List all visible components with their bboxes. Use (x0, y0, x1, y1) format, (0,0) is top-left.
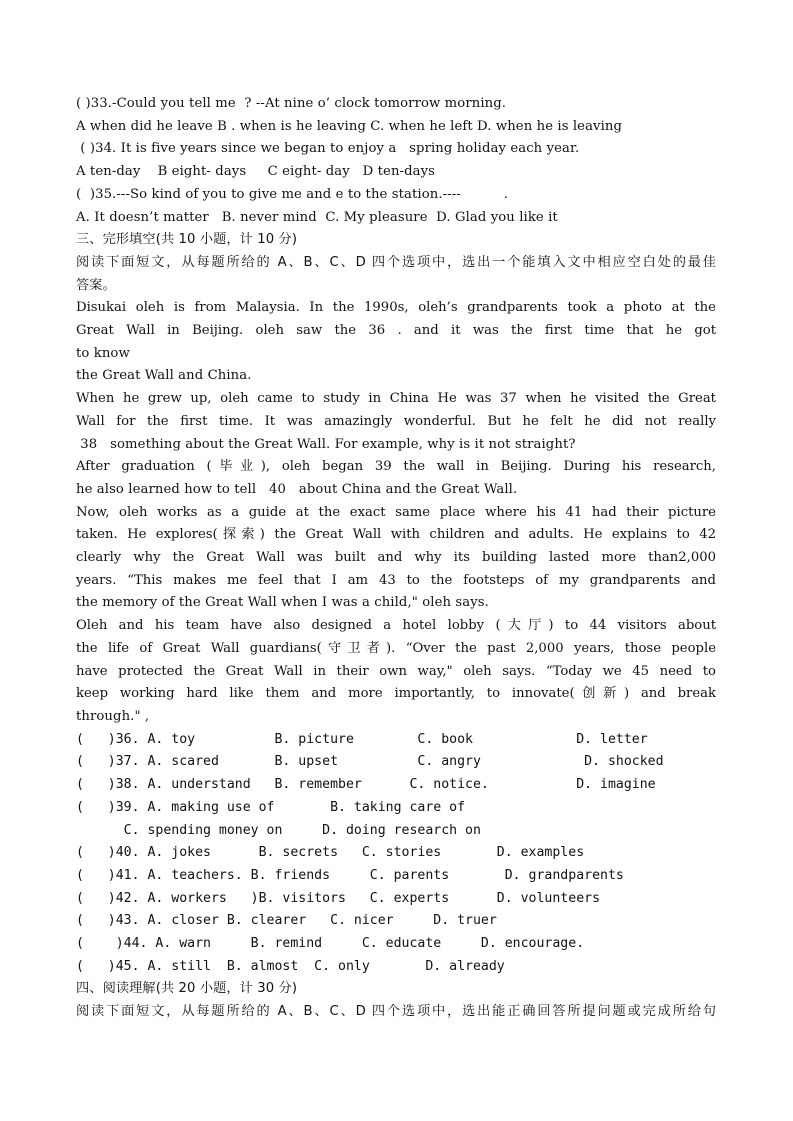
section-4-instruction: 阅读下面短文，从每题所给的 A、B、C、D 四个选项中，选出能正确回答所提问题或完成所给句 (76, 1004, 716, 1020)
passage-line: the Great Wall and China. (76, 368, 252, 384)
option-line: C. spending money on D. doing research on (76, 822, 481, 838)
option-line: ( )40. A. jokes B. secrets C. stories D. examples (76, 845, 585, 861)
option-line: ( )39. A. making use of B. taking care of (76, 799, 466, 815)
passage-line: Great Wall in Beijing. oleh saw the 36 . and it was the first time that he got (76, 323, 716, 339)
passage-line: have protected the Great Wall in their own way," oleh says. “Today we 45 need to (76, 663, 716, 679)
option-line: ( )45. A. still B. almost C. only D. already (76, 958, 505, 974)
option-line: ( )36. A. toy B. picture C. book D. letter (76, 731, 648, 747)
section-3-instruction-cont: 答案。 (76, 277, 116, 293)
option-line: ( )37. A. scared B. upset C. angry D. shocked (76, 754, 664, 770)
question-line: ( )35.---So kind of you to give me and e to the station.---- . (76, 186, 509, 202)
multiple-choice-section (76, 93, 716, 229)
passage-line: When he grew up, oleh came to study in China He was 37 when he visited the Great (76, 391, 716, 407)
question-line: ( )33.-Could you tell me ? --At nine o’ clock tomorrow morning. (76, 96, 507, 111)
option-line: ( )43. A. closer B. clearer C. nicer D. truer (76, 913, 497, 929)
passage-line: keep working hard like them and more importantly, to innovate(创新) and break (76, 686, 716, 702)
passage-line: 38 something about the Great Wall. For example, why is it not straight? (76, 436, 576, 452)
passage-line: he also learned how to tell 40 about China and the Great Wall. (76, 481, 518, 497)
passage-line: After graduation (毕业), oleh began 39 the wall in Beijing. During his research, (76, 459, 716, 475)
passage-line: to know (76, 345, 130, 361)
passage-line: the life of Great Wall guardians(守卫者). “Over the past 2,000 years, those people (76, 640, 716, 656)
passage-line: Now, oleh works as a guide at the exact same place where his 41 had their picture (76, 504, 716, 520)
exam-page (76, 93, 716, 1024)
question-line: ( )34. It is five years since we began to enjoy a spring holiday each year. (76, 141, 580, 157)
passage-line: Oleh and his team have also designed a hotel lobby (大厅) to 44 visitors about (76, 618, 716, 634)
cloze-passage (76, 297, 716, 728)
question-line: A. It doesn’t matter B. never mind C. My pleasure D. Glad you like it (76, 209, 558, 225)
passage-line: clearly why the Great Wall was built and why its building lasted more than2,000 (76, 550, 716, 566)
passage-line: years. “This makes me feel that I am 43 to the footsteps of my grandparents and (76, 572, 716, 588)
option-line: ( )44. A. warn B. remind C. educate D. encourage. (76, 936, 585, 952)
option-line: ( )42. A. workers )B. visitors C. experts D. volunteers (76, 890, 601, 906)
option-line: ( )41. A. teachers. B. friends C. parents D. grandparents (76, 867, 624, 883)
section-4-title: 四、阅读理解(共 20 小题，计 30 分) (76, 981, 298, 997)
passage-line: the memory of the Great Wall when I was a child," oleh says. (76, 595, 489, 611)
question-line: A when did he leave B . when is he leaving C. when he left D. when he is leaving (76, 118, 623, 134)
passage-line: taken. He explores(探索) the Great Wall with children and adults. He explains to 42 (76, 527, 716, 543)
cloze-options (76, 729, 716, 979)
section-3-instruction: 阅读下面短文，从每题所给的 A、B、C、D 四个选项中，选出一个能填入文中相应空白处的最佳 (76, 254, 716, 270)
question-line: A ten-day B eight- days C eight- day D ten-days (76, 164, 436, 180)
passage-line: Wall for the first time. It was amazingly wonderful. But he felt he did not really (76, 413, 716, 429)
section-3-title: 三、完形填空(共 10 小题，计 10 分) (76, 232, 298, 248)
option-line: ( )38. A. understand B. remember C. notice. D. imagine (76, 777, 656, 793)
passage-line: Disukai oleh is from Malaysia. In the 1990s, oleh’s grandparents took a photo at the (76, 300, 716, 316)
passage-line: through." , (76, 708, 150, 724)
